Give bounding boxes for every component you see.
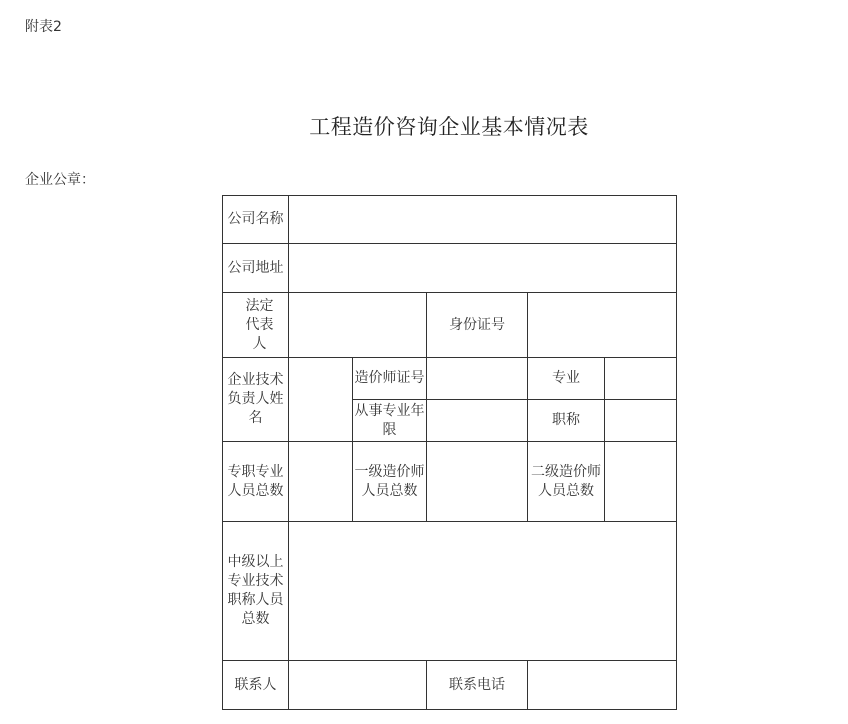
legal-rep-label: 法定代表人	[223, 293, 289, 358]
years-in-field-label: 从事专业年限	[353, 400, 427, 442]
years-in-field-field[interactable]	[427, 400, 528, 442]
contact-phone-field[interactable]	[528, 661, 677, 710]
legal-rep-field[interactable]	[289, 293, 427, 358]
title-rank-field[interactable]	[605, 400, 677, 442]
level2-engineers-field[interactable]	[605, 442, 677, 522]
company-name-label: 公司名称	[223, 196, 289, 244]
tech-lead-field[interactable]	[289, 358, 353, 442]
company-info-table	[222, 195, 677, 710]
id-number-field[interactable]	[528, 293, 677, 358]
appendix-label: 附表2	[25, 19, 62, 35]
level2-engineers-label: 二级造价师人员总数	[528, 442, 605, 522]
company-name-field[interactable]	[289, 196, 677, 244]
specialty-field[interactable]	[605, 358, 677, 400]
level1-engineers-field[interactable]	[427, 442, 528, 522]
id-number-label: 身份证号	[427, 293, 528, 358]
company-address-field[interactable]	[289, 244, 677, 293]
company-seal-label: 企业公章：	[25, 172, 95, 188]
title-rank-label: 职称	[528, 400, 605, 442]
specialty-label: 专业	[528, 358, 605, 400]
company-address-label: 公司地址	[223, 244, 289, 293]
mid-senior-staff-label: 中级以上专业技术职称人员总数	[223, 522, 289, 661]
tech-lead-label: 企业技术负责人姓名	[223, 358, 289, 442]
fulltime-staff-field[interactable]	[289, 442, 353, 522]
contact-phone-label: 联系电话	[427, 661, 528, 710]
contact-person-field[interactable]	[289, 661, 427, 710]
cost-engineer-cert-field[interactable]	[427, 358, 528, 400]
cost-engineer-cert-label: 造价师证号	[353, 358, 427, 400]
level1-engineers-label: 一级造价师人员总数	[353, 442, 427, 522]
page-title: 工程造价咨询企业基本情况表	[309, 115, 589, 139]
fulltime-staff-label: 专职专业人员总数	[223, 442, 289, 522]
contact-person-label: 联系人	[223, 661, 289, 710]
mid-senior-staff-field[interactable]	[289, 522, 677, 661]
